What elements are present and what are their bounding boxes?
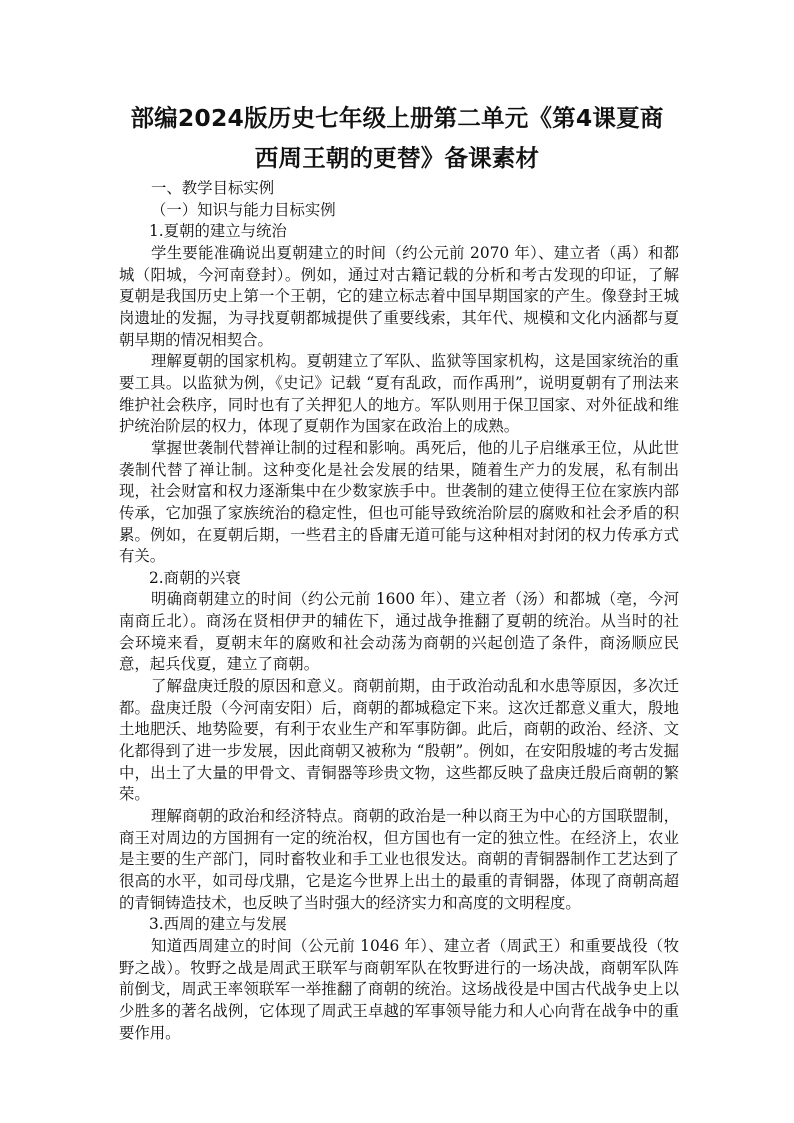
title-line-1: 部编2024版历史七年级上册第二单元《第4课夏商 <box>130 104 664 132</box>
topic-heading-western-zhou: 3.西周的建立与发展 <box>149 915 287 934</box>
paragraph: 理解夏朝的国家机构。夏朝建立了军队、监狱等国家机构，这是国家统治的重要工具。以监狱为例，《史记》记载 “夏有乱政，而作禹刑”，说明夏朝有了刑法来维护社会秩序，同时也有了关押犯人的地方。军队则用于保卫国家、对外征战和维护统治阶层的权力，体现了夏朝作为国家在政治上的成熟。 <box>119 352 679 436</box>
paragraph: 理解商朝的政治和经济特点。商朝的政治是一种以商王为中心的方国联盟制，商王对周边的方国拥有一定的统治权，但方国也有一定的独立性。在经济上，农业是主要的生产部门，同时畜牧业和手工业也很发达。商朝的青铜器制作工艺达到了很高的水平，如司母戊鼎，它是迄今世界上出土的最重的青铜器，体现了商朝高超的青铜铸造技术，也反映了当时强大的经济实力和高度的文明程度。 <box>119 807 679 912</box>
document-title <box>100 98 694 178</box>
paragraph: 掌握世袭制代替禅让制的过程和影响。禹死后，他的儿子启继承王位，从此世袭制代替了禅让制。这种变化是社会发展的结果，随着生产力的发展，私有制出现，社会财富和权力逐渐集中在少数家族手中。世袭制的建立使得王位在家族内部传承，它加强了家族统治的稳定性，但也可能导致统治阶层的腐败和社会矛盾的积累。例如，在夏朝后期，一些君主的昏庸无道可能与这种相对封闭的权力传承方式有关。 <box>119 438 679 566</box>
paragraph: 了解盘庚迁殷的原因和意义。商朝前期，由于政治动乱和水患等原因，多次迁都。盘庚迁殷（今河南安阳）后，商朝的都城稳定下来。这次迁都意义重大，殷地土地肥沃、地势险要，有利于农业生产和军事防御。此后，商朝的政治、经济、文化都得到了进一步发展，因此商朝又被称为 “殷朝”。例如，在安阳殷墟的考古发掘中，出土了大量的甲骨文、青铜器等珍贵文物，这些都反映了盘庚迁殷后商朝的繁荣。 <box>119 677 679 804</box>
document-body <box>119 178 679 1044</box>
topic-heading-shang: 2.商朝的兴衰 <box>149 568 241 587</box>
topic-heading-xia: 1.夏朝的建立与统治 <box>149 222 287 241</box>
paragraph: 明确商朝建立的时间（约公元前 1600 年）、建立者（汤）和都城（亳，今河南商丘北）。商汤在贤相伊尹的辅佐下，通过战争推翻了夏朝的统治。从当时的社会环境来看，夏朝末年的腐败和社会动荡为商朝的兴起创造了条件，商汤顺应民意，起兵伐夏，建立了商朝。 <box>119 590 679 674</box>
title-line-2: 西周王朝的更替》备课素材 <box>254 144 540 172</box>
section-heading: 一、教学目标实例 <box>151 179 275 197</box>
paragraph: 知道西周建立的时间（公元前 1046 年）、建立者（周武王）和重要战役（牧野之战）。牧野之战是周武王联军与商朝军队在牧野进行的一场决战，商朝军队阵前倒戈，周武王率领联军一举推翻了商朝的统治。这场战役是中国古代战争史上以少胜多的著名战例，它体现了周武王卓越的军事领导能力和人心向背在战争中的重要作用。 <box>119 936 679 1042</box>
paragraph: 学生要能准确说出夏朝建立的时间（约公元前 2070 年）、建立者（禹）和都城（阳城，今河南登封）。例如，通过对古籍记载的分析和考古发现的印证，了解夏朝是我国历史上第一个王朝，它的建立标志着中国早期国家的产生。像登封王城岗遗址的发掘，为寻找夏朝都城提供了重要线索，其年代、规模和文化内涵都与夏朝早期的情况相契合。 <box>119 243 679 349</box>
subsection-heading: （一）知识与能力目标实例 <box>151 200 336 219</box>
